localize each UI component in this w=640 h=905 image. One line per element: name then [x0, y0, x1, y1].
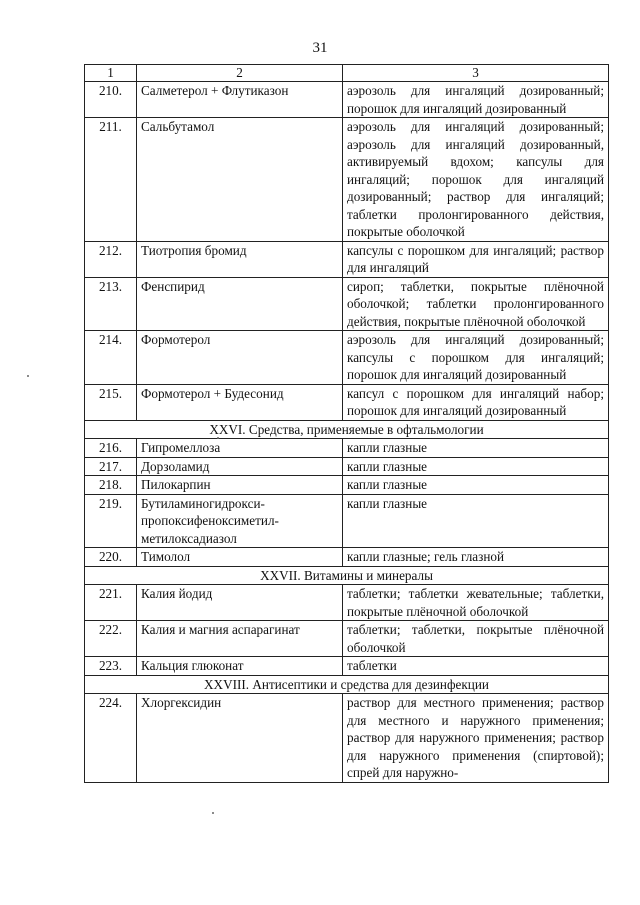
page-number: 31: [312, 40, 328, 56]
row-number: 211.: [85, 118, 137, 242]
drug-name: Фенспирид: [137, 277, 343, 331]
scan-speck: [212, 812, 214, 814]
drug-name: Формотерол + Будесонид: [137, 384, 343, 420]
section-title: XXVII. Витамины и минералы: [85, 566, 609, 585]
drug-table: [84, 64, 609, 783]
table-row: [85, 241, 609, 277]
table-row: [85, 548, 609, 567]
scan-speck: [27, 375, 29, 377]
table-row: [85, 494, 609, 548]
drug-name: Пилокарпин: [137, 476, 343, 495]
dosage-forms: таблетки; таблетки, покрытые плёночной оболочкой: [343, 621, 609, 657]
dosage-forms: капли глазные: [343, 457, 609, 476]
row-number: 222.: [85, 621, 137, 657]
section-title: XXVI. Средства, применяемые в офтальмологии: [85, 420, 609, 439]
dosage-forms: аэрозоль для ингаляций дозированный; аэрозоль для ингаляций дозированный, активируемый вдохом; капсулы для ингаляций; порошок для ингаляций дозированный; раствор для ингаляций; таблетки пролонгированного действия, покрытые оболочкой: [343, 118, 609, 242]
section-title: XXVIII. Антисептики и средства для дезинфекции: [85, 675, 609, 694]
table-row: [85, 694, 609, 783]
table-row: [85, 439, 609, 458]
row-number: 221.: [85, 585, 137, 621]
column-header-3: 3: [343, 65, 609, 82]
drug-name: Калия йодид: [137, 585, 343, 621]
dosage-forms: капли глазные: [343, 476, 609, 495]
section-row: [85, 675, 609, 694]
drug-name: Дорзоламид: [137, 457, 343, 476]
table-row: [85, 476, 609, 495]
dosage-forms: капли глазные: [343, 494, 609, 548]
table-row: [85, 384, 609, 420]
drug-name: Калия и магния аспарагинат: [137, 621, 343, 657]
dosage-forms: аэрозоль для ингаляций дозированный; порошок для ингаляций дозированный: [343, 82, 609, 118]
dosage-forms: капсул с порошком для ингаляций набор; порошок для ингаляций дозированный: [343, 384, 609, 420]
row-number: 219.: [85, 494, 137, 548]
row-number: 210.: [85, 82, 137, 118]
drug-name: Формотерол: [137, 331, 343, 385]
drug-name: Тимолол: [137, 548, 343, 567]
drug-name: Хлоргексидин: [137, 694, 343, 783]
table-row: [85, 277, 609, 331]
dosage-forms: аэрозоль для ингаляций дозированный; капсулы с порошком для ингаляций; порошок для ингаляций дозированный: [343, 331, 609, 385]
drug-name: Гипромеллоза: [137, 439, 343, 458]
drug-name: Салметерол + Флутиказон: [137, 82, 343, 118]
scan-speck: [217, 437, 219, 439]
table-row: [85, 118, 609, 242]
row-number: 224.: [85, 694, 137, 783]
column-header-1: 1: [85, 65, 137, 82]
table-row: [85, 585, 609, 621]
dosage-forms: таблетки; таблетки жевательные; таблетки, покрытые плёночной оболочкой: [343, 585, 609, 621]
dosage-forms: капсулы с порошком для ингаляций; раствор для ингаляций: [343, 241, 609, 277]
drug-name: Сальбутамол: [137, 118, 343, 242]
table-row: [85, 457, 609, 476]
row-number: 215.: [85, 384, 137, 420]
row-number: 212.: [85, 241, 137, 277]
row-number: 220.: [85, 548, 137, 567]
section-row: [85, 420, 609, 439]
column-header-2: 2: [137, 65, 343, 82]
row-number: 217.: [85, 457, 137, 476]
row-number: 214.: [85, 331, 137, 385]
dosage-forms: таблетки: [343, 657, 609, 676]
row-number: 213.: [85, 277, 137, 331]
dosage-forms: капли глазные: [343, 439, 609, 458]
table-row: [85, 621, 609, 657]
drug-name: Бутиламиногидрокси-пропоксифеноксиметил-метилоксадиазол: [137, 494, 343, 548]
table-row: [85, 657, 609, 676]
dosage-forms: раствор для местного применения; раствор для местного и наружного применения; раствор для наружного применения; раствор для наружного применения (спиртовой); спрей для наружно-: [343, 694, 609, 783]
table-row: [85, 82, 609, 118]
drug-name: Кальция глюконат: [137, 657, 343, 676]
row-number: 216.: [85, 439, 137, 458]
table-row: [85, 331, 609, 385]
table-body: [85, 82, 609, 783]
table-header: [85, 65, 609, 82]
section-row: [85, 566, 609, 585]
dosage-forms: капли глазные; гель глазной: [343, 548, 609, 567]
dosage-forms: сироп; таблетки, покрытые плёночной оболочкой; таблетки пролонгированного действия, покрытые плёночной оболочкой: [343, 277, 609, 331]
row-number: 218.: [85, 476, 137, 495]
drug-name: Тиотропия бромид: [137, 241, 343, 277]
row-number: 223.: [85, 657, 137, 676]
